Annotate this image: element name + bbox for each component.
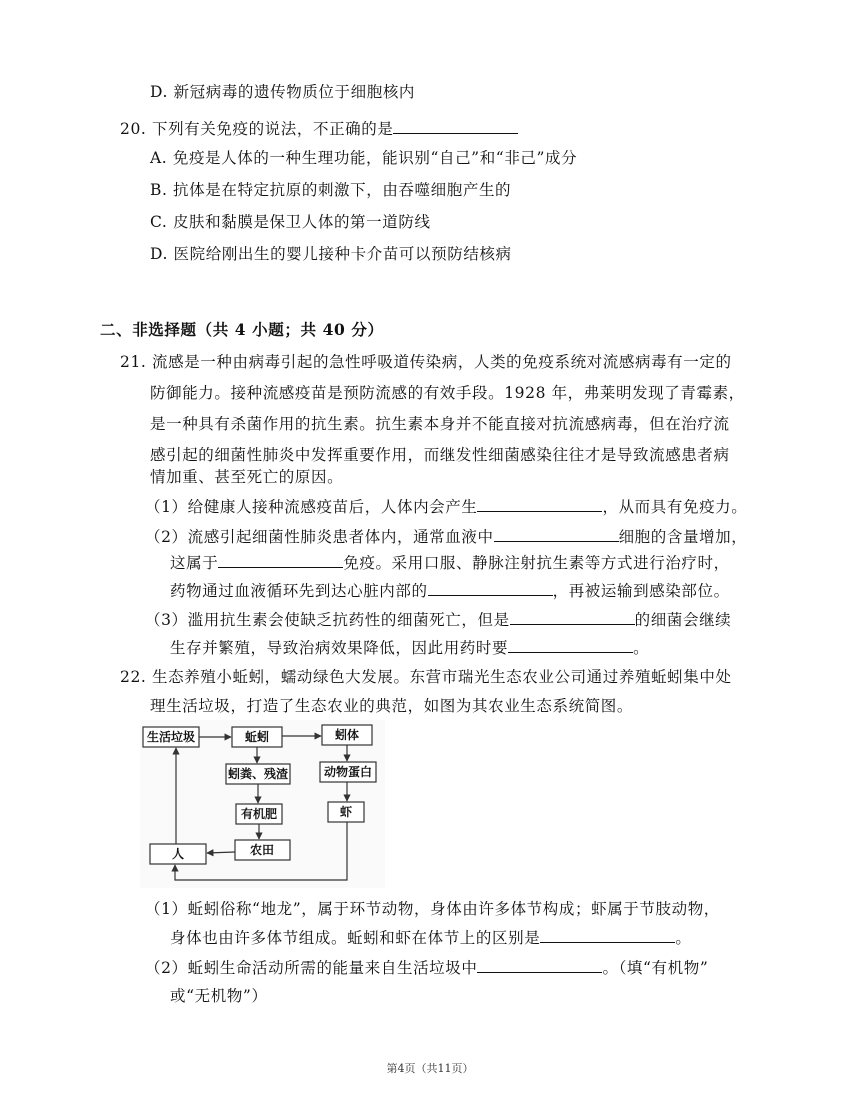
q21-p3-text-d: 。 <box>633 639 650 657</box>
q22-part-1-cont <box>170 926 691 948</box>
q21-stem-line: 21. 流感是一种由病毒引起的急性呼吸道传染病，人类的免疫系统对流感病毒有一定的 <box>120 353 732 371</box>
q21-p2-text-b: 细胞的含量增加， <box>618 528 748 546</box>
q22-p1-blank[interactable] <box>540 927 675 943</box>
q22-p2-text-b: 。（填“有机物” <box>602 959 709 977</box>
label-protein: 动物蛋白 <box>323 765 373 779</box>
q20-option-c: C. 皮肤和黏膜是保卫人体的第一道防线 <box>150 213 431 231</box>
q21-p3-text-a: （3）滥用抗生素会使缺乏抗药性的细菌死亡，但是 <box>145 611 510 629</box>
q21-p2-text-d: 免疫。采用口服、静脉注射抗生素等方式进行治疗时， <box>343 554 730 572</box>
label-earthworm: 蚯蚓 <box>244 730 270 744</box>
q20-option-a: A. 免疫是人体的一种生理功能，能识别“自己”和“非己”成分 <box>150 149 578 167</box>
q20-stem <box>120 117 518 139</box>
q21-part-2-cont2 <box>170 579 730 601</box>
q21-part-2 <box>145 525 747 547</box>
label-garbage: 生活垃圾 <box>146 730 196 744</box>
q22-part-2-cont: 或“无机物”） <box>170 987 268 1005</box>
q21-p2-blank-2[interactable] <box>218 552 343 568</box>
q21-part-3 <box>145 608 731 630</box>
q21-p2-text-f: ，再被运输到感染部位。 <box>552 582 730 600</box>
q20-stem-text: 20. 下列有关免疫的说法，不正确的是 <box>120 120 394 138</box>
q21-p3-text-b: 的细菌会继续 <box>634 611 732 629</box>
q22-stem-line: 理生活垃圾，打造了生态农业的典范，如图为其农业生态系统简图。 <box>150 697 634 715</box>
q21-stem-line: 感引起的细菌性肺炎中发挥重要作用，而继发性细菌感染往往才是导致流感患者病 <box>150 446 730 464</box>
q22-p2-blank[interactable] <box>477 957 602 973</box>
label-fertilizer: 有机肥 <box>240 807 278 821</box>
q22-p1-text-b: 身体也由许多体节组成。蚯蚓和虾在体节上的区别是 <box>170 929 541 947</box>
q22-stem-line: 22. 生态养殖小蚯蚓，蠕动绿色大发展。东营市瑞光生态农业公司通过养殖蚯蚓集中处 <box>120 668 732 686</box>
q21-p3-blank-1[interactable] <box>510 609 635 625</box>
section-2-title: 二、非选择题（共 4 小题；共 40 分） <box>100 320 384 339</box>
q21-stem-line: 防御能力。接种流感疫苗是预防流感的有效手段。1928 年，弗莱明发现了青霉素， <box>150 384 745 402</box>
label-dung: 蚓粪、残渣 <box>227 767 289 781</box>
label-shrimp: 虾 <box>339 805 353 819</box>
q21-p3-blank-2[interactable] <box>508 637 633 653</box>
q22-part-1: （1）蚯蚓俗称“地龙”，属于环节动物，身体由许多体节构成；虾属于节肢动物， <box>145 900 720 918</box>
q20-option-d: D. 医院给刚出生的婴儿接种卡介苗可以预防结核病 <box>150 245 512 263</box>
q20-option-b: B. 抗体是在特定抗原的刺激下，由吞噬细胞产生的 <box>150 181 512 199</box>
q22-p2-text-a: （2）蚯蚓生命活动所需的能量来自生活垃圾中 <box>145 959 478 977</box>
q21-p2-text-c: 这属于 <box>170 554 219 572</box>
q21-stem-line: 情加重、甚至死亡的原因。 <box>150 468 344 486</box>
q21-part-1 <box>145 495 747 517</box>
page-footer: 第4页（共11页） <box>386 1062 474 1075</box>
q21-p2-text-a: （2）流感引起细菌性肺炎患者体内，通常血液中 <box>145 528 494 546</box>
label-worm-body: 蚓体 <box>334 728 360 742</box>
q21-p1-blank[interactable] <box>477 496 602 512</box>
q21-p2-blank-3[interactable] <box>428 580 553 596</box>
q21-p2-text-e: 药物通过血液循环先到达心脏内部的 <box>170 582 428 600</box>
q21-p2-blank-1[interactable] <box>494 526 619 542</box>
ecosystem-diagram <box>140 720 385 888</box>
q20-answer-blank[interactable] <box>393 118 518 134</box>
label-farmland: 农田 <box>249 843 275 857</box>
q19-option-d: D. 新冠病毒的遗传物质位于细胞核内 <box>150 83 416 101</box>
q22-part-2 <box>145 956 708 978</box>
q21-part-2-cont <box>170 551 730 573</box>
q21-stem-line: 是一种具有杀菌作用的抗生素。抗生素本身并不能直接对抗流感病毒，但在治疗流 <box>150 415 730 433</box>
q21-p3-text-c: 生存并繁殖，导致治病效果降低，因此用药时要 <box>170 639 509 657</box>
q21-part-3-cont <box>170 636 649 658</box>
q22-p1-text-c: 。 <box>675 929 692 947</box>
q21-p1-text-a: （1）给健康人接种流感疫苗后，人体内会产生 <box>145 498 478 516</box>
q21-p1-text-b: ，从而具有免疫力。 <box>602 498 748 516</box>
label-human: 人 <box>171 847 185 861</box>
